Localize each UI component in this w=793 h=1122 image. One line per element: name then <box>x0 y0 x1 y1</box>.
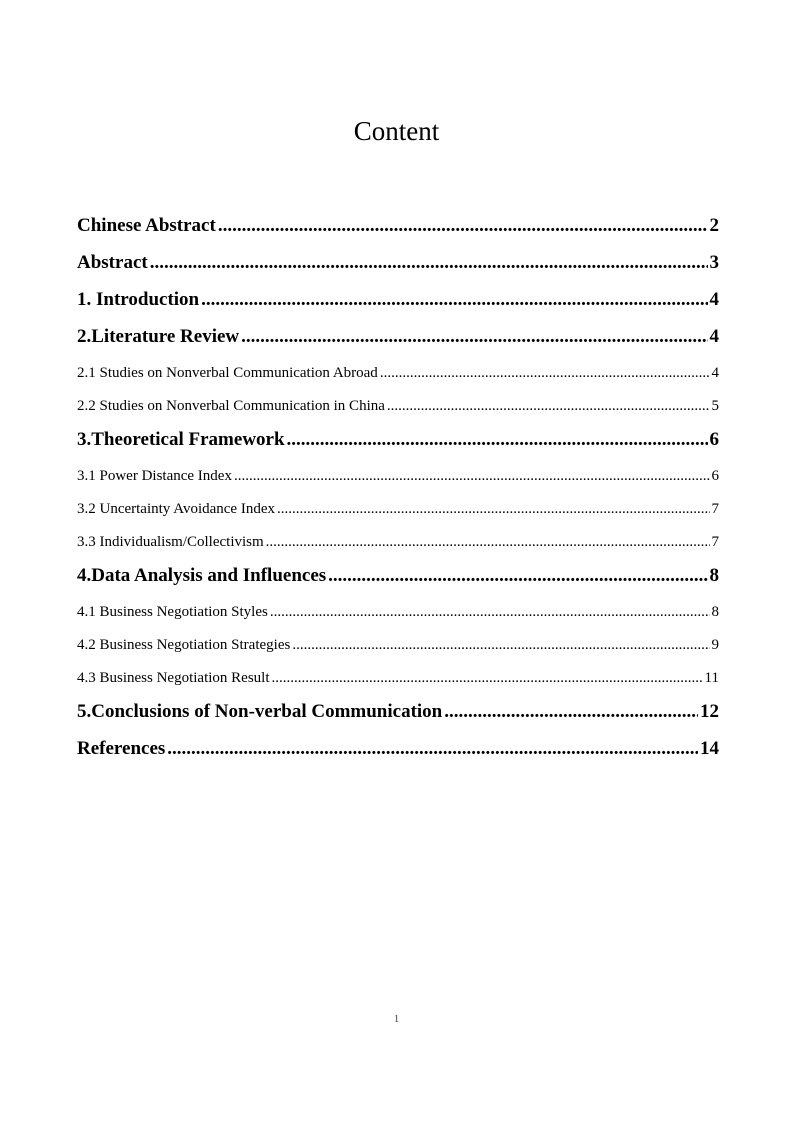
toc-entry-abstract[interactable] <box>77 248 719 285</box>
toc-entry-negotiation-result[interactable] <box>77 664 719 697</box>
page-number: 1 <box>393 1013 400 1025</box>
toc-entry-label: 3.2 Uncertainty Avoidance Index <box>77 501 275 517</box>
toc-entry-uncertainty-avoidance[interactable] <box>77 495 719 528</box>
toc-entry-page: 4 <box>711 365 719 381</box>
toc-entry-page: 12 <box>700 701 719 722</box>
toc-entry-page: 5 <box>711 398 719 414</box>
toc-dot-leader <box>272 664 703 692</box>
toc-entry-page: 11 <box>704 670 719 686</box>
toc-dot-leader <box>234 462 710 490</box>
toc-dot-leader <box>266 528 710 556</box>
toc-entry-label: 2.2 Studies on Nonverbal Communication in China <box>77 398 385 414</box>
toc-entry-negotiation-strategies[interactable] <box>77 631 719 664</box>
toc-entry-label: 3.1 Power Distance Index <box>77 468 232 484</box>
toc-entry-label: Abstract <box>77 252 148 273</box>
toc-entry-page: 8 <box>709 565 719 586</box>
toc-entry-label: 3.Theoretical Framework <box>77 429 285 450</box>
toc-entry-studies-china[interactable] <box>77 392 719 425</box>
toc-dot-leader <box>218 211 708 241</box>
toc-dot-leader <box>270 598 710 626</box>
toc-dot-leader <box>328 561 707 591</box>
toc-dot-leader <box>387 392 710 420</box>
toc-entry-page: 4 <box>709 326 719 347</box>
toc-dot-leader <box>292 631 709 659</box>
toc-dot-leader <box>380 359 710 387</box>
toc-entry-page: 14 <box>700 738 719 759</box>
toc-entry-conclusions[interactable] <box>77 697 719 734</box>
toc-entry-individualism[interactable] <box>77 528 719 561</box>
toc-entry-page: 9 <box>711 637 719 653</box>
toc-entry-page: 2 <box>709 215 719 236</box>
toc-entry-label: 5.Conclusions of Non-verbal Communication <box>77 701 443 722</box>
toc-dot-leader <box>150 248 708 278</box>
toc-entry-label: 4.3 Business Negotiation Result <box>77 670 270 686</box>
toc-dot-leader <box>201 285 707 315</box>
toc-entry-label: 4.1 Business Negotiation Styles <box>77 604 268 620</box>
toc-entry-theoretical-framework[interactable] <box>77 425 719 462</box>
toc-dot-leader <box>444 697 698 727</box>
toc-entry-studies-abroad[interactable] <box>77 359 719 392</box>
toc-entry-page: 3 <box>709 252 719 273</box>
toc-entry-label: 4.2 Business Negotiation Strategies <box>77 637 291 653</box>
toc-entry-label: 2.Literature Review <box>77 326 240 347</box>
toc-entry-page: 6 <box>711 468 719 484</box>
table-of-contents <box>77 211 719 771</box>
toc-entry-page: 8 <box>711 604 719 620</box>
toc-entry-data-analysis[interactable] <box>77 561 719 598</box>
toc-entry-page: 4 <box>709 289 719 310</box>
toc-dot-leader <box>167 734 698 764</box>
toc-entry-page: 7 <box>711 501 719 517</box>
toc-dot-leader <box>277 495 710 523</box>
toc-entry-page: 6 <box>709 429 719 450</box>
toc-entry-chinese-abstract[interactable] <box>77 211 719 248</box>
toc-entry-negotiation-styles[interactable] <box>77 598 719 631</box>
toc-entry-literature-review[interactable] <box>77 322 719 359</box>
page-title: Content <box>353 116 440 146</box>
toc-dot-leader <box>241 322 707 352</box>
toc-entry-label: 2.1 Studies on Nonverbal Communication Abroad <box>77 365 378 381</box>
toc-entry-label: References <box>77 738 166 759</box>
toc-entry-page: 7 <box>711 534 719 550</box>
toc-entry-power-distance[interactable] <box>77 462 719 495</box>
toc-entry-label: Chinese Abstract <box>77 215 216 236</box>
toc-entry-label: 1. Introduction <box>77 289 200 310</box>
toc-entry-label: 4.Data Analysis and Influences <box>77 565 327 586</box>
toc-entry-introduction[interactable] <box>77 285 719 322</box>
toc-entry-label: 3.3 Individualism/Collectivism <box>77 534 264 550</box>
toc-dot-leader <box>287 425 708 455</box>
toc-entry-references[interactable] <box>77 734 719 771</box>
